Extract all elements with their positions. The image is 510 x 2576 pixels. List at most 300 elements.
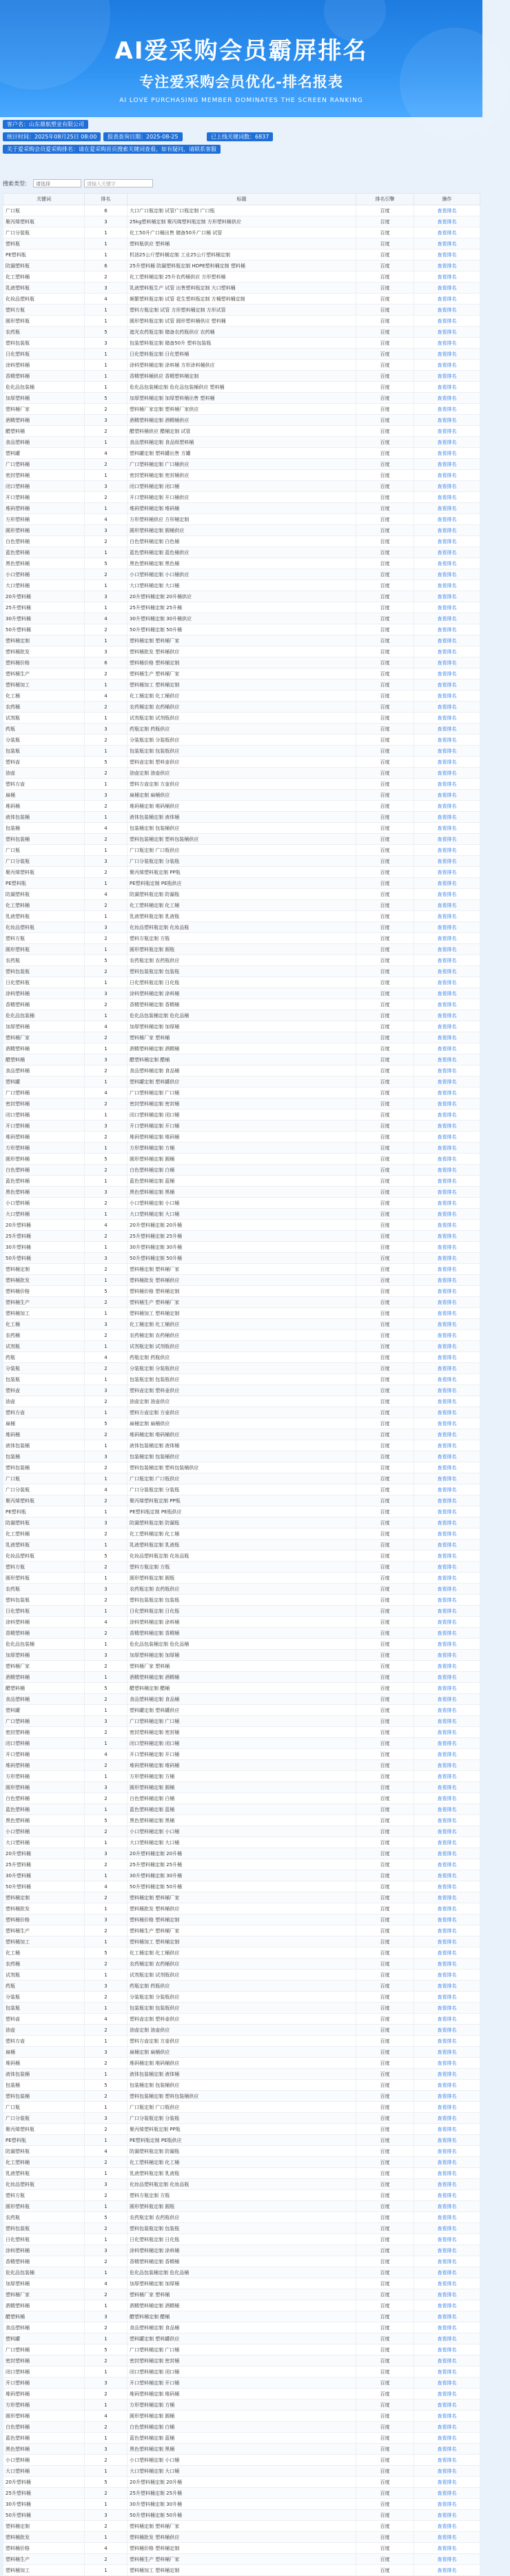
engine-cell: 百度 — [356, 327, 414, 338]
view-rank-link[interactable]: 查看排名 — [414, 602, 480, 613]
view-rank-link[interactable]: 查看排名 — [414, 1837, 480, 1848]
view-rank-link[interactable]: 查看排名 — [414, 1595, 480, 1606]
view-rank-link[interactable]: 查看排名 — [414, 624, 480, 635]
engine-cell: 百度 — [356, 2565, 414, 2576]
view-rank-link[interactable]: 查看排名 — [414, 1981, 480, 1992]
view-rank-link[interactable]: 查看排名 — [414, 2278, 480, 2289]
view-rank-link[interactable]: 查看排名 — [414, 1760, 480, 1771]
view-rank-link[interactable]: 查看排名 — [414, 1407, 480, 1418]
table-row — [3, 1992, 480, 2003]
view-rank-link[interactable]: 查看排名 — [414, 1110, 480, 1121]
title-cell: 机油25公斤塑料桶定制 工业25公斤塑料桶定制 — [127, 249, 356, 260]
view-rank-link[interactable]: 查看排名 — [414, 1815, 480, 1826]
view-rank-link[interactable]: 查看排名 — [414, 790, 480, 801]
view-rank-link[interactable]: 查看排名 — [414, 1540, 480, 1551]
view-rank-link[interactable]: 查看排名 — [414, 1914, 480, 1925]
view-rank-link[interactable]: 查看排名 — [414, 1881, 480, 1892]
view-rank-link[interactable]: 查看排名 — [414, 2245, 480, 2256]
view-rank-link[interactable]: 查看排名 — [414, 2069, 480, 2080]
view-rank-link[interactable]: 查看排名 — [414, 1098, 480, 1110]
view-rank-link[interactable]: 查看排名 — [414, 1341, 480, 1352]
view-rank-link[interactable]: 查看排名 — [414, 1562, 480, 1573]
table-row — [3, 2543, 480, 2554]
view-rank-link[interactable]: 查看排名 — [414, 2146, 480, 2157]
view-rank-link[interactable]: 查看排名 — [414, 1716, 480, 1727]
view-rank-link[interactable]: 查看排名 — [414, 2378, 480, 2389]
view-rank-link[interactable]: 查看排名 — [414, 1154, 480, 1165]
keyword-cell: 塑料包装桶 — [3, 1462, 85, 1473]
table-row — [3, 1143, 480, 1154]
view-rank-link[interactable]: 查看排名 — [414, 2300, 480, 2311]
table-row — [3, 977, 480, 988]
view-rank-link[interactable]: 查看排名 — [414, 1286, 480, 1297]
keyword-cell: 油壶 — [3, 1396, 85, 1407]
engine-cell: 百度 — [356, 2223, 414, 2234]
view-rank-link[interactable]: 查看排名 — [414, 2521, 480, 2532]
engine-cell: 百度 — [356, 1275, 414, 1286]
view-rank-link[interactable]: 查看排名 — [414, 845, 480, 856]
view-rank-link[interactable]: 查看排名 — [414, 2355, 480, 2367]
view-rank-link[interactable]: 查看排名 — [414, 1418, 480, 1429]
view-rank-link[interactable]: 查看排名 — [414, 2179, 480, 2190]
view-rank-link[interactable]: 查看排名 — [414, 2322, 480, 2333]
view-rank-link[interactable]: 查看排名 — [414, 1948, 480, 1959]
view-rank-link[interactable]: 查看排名 — [414, 856, 480, 867]
view-rank-link[interactable]: 查看排名 — [414, 1672, 480, 1683]
view-rank-link[interactable]: 查看排名 — [414, 1617, 480, 1628]
table-row — [3, 2510, 480, 2521]
view-rank-link[interactable]: 查看排名 — [414, 1352, 480, 1363]
view-rank-link[interactable]: 查看排名 — [414, 2344, 480, 2355]
table-row — [3, 1220, 480, 1231]
view-rank-link[interactable]: 查看排名 — [414, 2499, 480, 2510]
view-rank-link[interactable]: 查看排名 — [414, 1330, 480, 1341]
view-rank-link[interactable]: 查看排名 — [414, 1264, 480, 1275]
rank-cell: 2 — [85, 1462, 127, 1473]
view-rank-link[interactable]: 查看排名 — [414, 691, 480, 702]
search-keyword-input[interactable]: 请输入关键字 — [84, 179, 153, 187]
view-rank-link[interactable]: 查看排名 — [414, 1087, 480, 1098]
view-rank-link[interactable]: 查看排名 — [414, 283, 480, 294]
title-cell: 农药瓶定制 农药瓶供应 — [127, 955, 356, 966]
view-rank-link[interactable]: 查看排名 — [414, 1076, 480, 1087]
view-rank-link[interactable]: 查看排名 — [414, 481, 480, 492]
keyword-cell: 30升塑料桶 — [3, 2499, 85, 2510]
view-rank-link[interactable]: 查看排名 — [414, 1495, 480, 1506]
rank-cell: 1 — [85, 437, 127, 448]
view-rank-link[interactable]: 查看排名 — [414, 668, 480, 679]
view-rank-link[interactable]: 查看排名 — [414, 1473, 480, 1484]
view-rank-link[interactable]: 查看排名 — [414, 2455, 480, 2466]
rank-cell: 5 — [85, 1418, 127, 1429]
rank-cell: 1 — [85, 1473, 127, 1484]
table-row — [3, 2289, 480, 2300]
view-rank-link[interactable]: 查看排名 — [414, 1065, 480, 1076]
view-rank-link[interactable]: 查看排名 — [414, 305, 480, 316]
view-rank-link[interactable]: 查看排名 — [414, 547, 480, 558]
view-rank-link[interactable]: 查看排名 — [414, 1738, 480, 1749]
view-rank-link[interactable]: 查看排名 — [414, 2466, 480, 2477]
view-rank-link[interactable]: 查看排名 — [414, 1363, 480, 1374]
view-rank-link[interactable]: 查看排名 — [414, 569, 480, 580]
view-rank-link[interactable]: 查看排名 — [414, 1187, 480, 1198]
title-cell: 圆形塑料桶定制 圆桶 — [127, 1782, 356, 1793]
view-rank-link[interactable]: 查看排名 — [414, 2091, 480, 2102]
table-row — [3, 702, 480, 713]
view-rank-link[interactable]: 查看排名 — [414, 2389, 480, 2400]
view-rank-link[interactable]: 查看排名 — [414, 1209, 480, 1220]
table-row — [3, 2234, 480, 2245]
title-cell: 密封塑料桶定制 密封桶供应 — [127, 470, 356, 481]
view-rank-link[interactable]: 查看排名 — [414, 2488, 480, 2499]
engine-cell: 百度 — [356, 1914, 414, 1925]
view-rank-link[interactable]: 查看排名 — [414, 1517, 480, 1529]
view-rank-link[interactable]: 查看排名 — [414, 470, 480, 481]
view-rank-link[interactable]: 查看排名 — [414, 404, 480, 415]
view-rank-link[interactable]: 查看排名 — [414, 1043, 480, 1054]
view-rank-link[interactable]: 查看排名 — [414, 2157, 480, 2168]
rank-cell: 5 — [85, 955, 127, 966]
view-rank-link[interactable]: 查看排名 — [414, 426, 480, 437]
view-rank-link[interactable]: 查看排名 — [414, 2311, 480, 2322]
keyword-cell: 塑料桶批发 — [3, 646, 85, 657]
view-rank-link[interactable]: 查看排名 — [414, 635, 480, 646]
table-row — [3, 2245, 480, 2256]
view-rank-link[interactable]: 查看排名 — [414, 1143, 480, 1154]
view-rank-link[interactable]: 查看排名 — [414, 1606, 480, 1617]
view-rank-link[interactable]: 查看排名 — [414, 1462, 480, 1473]
engine-cell: 百度 — [356, 316, 414, 327]
view-rank-link[interactable]: 查看排名 — [414, 1396, 480, 1407]
keyword-cell: 塑料方壶 — [3, 779, 85, 790]
view-rank-link[interactable]: 查看排名 — [414, 2080, 480, 2091]
view-rank-link[interactable]: 查看排名 — [414, 1782, 480, 1793]
view-rank-link[interactable]: 查看排名 — [414, 1165, 480, 1176]
view-rank-link[interactable]: 查看排名 — [414, 2190, 480, 2201]
view-rank-link[interactable]: 查看排名 — [414, 227, 480, 238]
view-rank-link[interactable]: 查看排名 — [414, 2234, 480, 2245]
view-rank-link[interactable]: 查看排名 — [414, 316, 480, 327]
view-rank-link[interactable]: 查看排名 — [414, 2400, 480, 2411]
view-rank-link[interactable]: 查看排名 — [414, 2014, 480, 2025]
view-rank-link[interactable]: 查看排名 — [414, 249, 480, 260]
view-rank-link[interactable]: 查看排名 — [414, 2047, 480, 2058]
view-rank-link[interactable]: 查看排名 — [414, 724, 480, 735]
keyword-cell: 化工塑料桶 — [3, 900, 85, 911]
table-row — [3, 1760, 480, 1771]
view-rank-link[interactable]: 查看排名 — [414, 2532, 480, 2543]
view-rank-link[interactable]: 查看排名 — [414, 834, 480, 845]
view-rank-link[interactable]: 查看排名 — [414, 2003, 480, 2014]
keyword-cell: 30升塑料桶 — [3, 1870, 85, 1881]
view-rank-link[interactable]: 查看排名 — [414, 1727, 480, 1738]
view-rank-link[interactable]: 查看排名 — [414, 911, 480, 922]
view-rank-link[interactable]: 查看排名 — [414, 327, 480, 338]
view-rank-link[interactable]: 查看排名 — [414, 2411, 480, 2422]
keyword-cell: 香精塑料桶 — [3, 371, 85, 382]
view-rank-link[interactable]: 查看排名 — [414, 1892, 480, 1903]
engine-cell: 百度 — [356, 602, 414, 613]
rank-cell: 1 — [85, 1374, 127, 1385]
engine-cell: 百度 — [356, 1848, 414, 1859]
engine-cell: 百度 — [356, 1231, 414, 1242]
view-rank-link[interactable]: 查看排名 — [414, 977, 480, 988]
engine-cell: 百度 — [356, 382, 414, 393]
view-rank-link[interactable]: 查看排名 — [414, 1032, 480, 1043]
view-rank-link[interactable]: 查看排名 — [414, 1573, 480, 1584]
view-rank-link[interactable]: 查看排名 — [414, 238, 480, 249]
view-rank-link[interactable]: 查看排名 — [414, 900, 480, 911]
title-cell: 乳液塑料瓶定制 乳液瓶 — [127, 911, 356, 922]
view-rank-link[interactable]: 查看排名 — [414, 536, 480, 547]
view-rank-link[interactable]: 查看排名 — [414, 2135, 480, 2146]
view-rank-link[interactable]: 查看排名 — [414, 2554, 480, 2565]
view-rank-link[interactable]: 查看排名 — [414, 393, 480, 404]
view-rank-link[interactable]: 查看排名 — [414, 988, 480, 999]
rank-cell: 4 — [85, 1021, 127, 1032]
view-rank-link[interactable]: 查看排名 — [414, 2058, 480, 2069]
rank-cell: 2 — [85, 1992, 127, 2003]
view-rank-link[interactable]: 查看排名 — [414, 1429, 480, 1440]
view-rank-link[interactable]: 查看排名 — [414, 1639, 480, 1650]
view-rank-link[interactable]: 查看排名 — [414, 371, 480, 382]
view-rank-link[interactable]: 查看排名 — [414, 1793, 480, 1804]
view-rank-link[interactable]: 查看排名 — [414, 657, 480, 668]
view-rank-link[interactable]: 查看排名 — [414, 1749, 480, 1760]
view-rank-link[interactable]: 查看排名 — [414, 1440, 480, 1451]
view-rank-link[interactable]: 查看排名 — [414, 955, 480, 966]
view-rank-link[interactable]: 查看排名 — [414, 922, 480, 933]
view-rank-link[interactable]: 查看排名 — [414, 349, 480, 360]
view-rank-link[interactable]: 查看排名 — [414, 613, 480, 624]
view-rank-link[interactable]: 查看排名 — [414, 216, 480, 227]
col-action-header: 操作 — [414, 194, 480, 205]
view-rank-link[interactable]: 查看排名 — [414, 2543, 480, 2554]
view-rank-link[interactable]: 查看排名 — [414, 2477, 480, 2488]
view-rank-link[interactable]: 查看排名 — [414, 1771, 480, 1782]
view-rank-link[interactable]: 查看排名 — [414, 757, 480, 768]
view-rank-link[interactable]: 查看排名 — [414, 2201, 480, 2212]
rank-cell: 1 — [85, 779, 127, 790]
table-row — [3, 459, 480, 470]
view-rank-link[interactable]: 查看排名 — [414, 525, 480, 536]
rank-cell: 2 — [85, 1925, 127, 1936]
keyword-cell: 防漏塑料瓶 — [3, 2146, 85, 2157]
view-rank-link[interactable]: 查看排名 — [414, 1242, 480, 1253]
view-rank-link[interactable]: 查看排名 — [414, 944, 480, 955]
rank-cell: 3 — [85, 1517, 127, 1529]
view-rank-link[interactable]: 查看排名 — [414, 2168, 480, 2179]
view-rank-link[interactable]: 查看排名 — [414, 768, 480, 779]
rank-cell: 2 — [85, 1694, 127, 1705]
rank-cell: 3 — [85, 2311, 127, 2322]
table-row — [3, 1330, 480, 1341]
view-rank-link[interactable]: 查看排名 — [414, 1903, 480, 1914]
rank-cell: 1 — [85, 746, 127, 757]
view-rank-link[interactable]: 查看排名 — [414, 801, 480, 812]
title-cell: 蓝色塑料桶定制 蓝桶 — [127, 2433, 356, 2444]
view-rank-link[interactable]: 查看排名 — [414, 272, 480, 283]
view-rank-link[interactable]: 查看排名 — [414, 1010, 480, 1021]
view-rank-link[interactable]: 查看排名 — [414, 415, 480, 426]
rank-cell: 3 — [85, 724, 127, 735]
title-cell: 塑料包装桶定制 塑料包装桶供应 — [127, 2091, 356, 2102]
view-rank-link[interactable]: 查看排名 — [414, 580, 480, 591]
view-rank-link[interactable]: 查看排名 — [414, 1451, 480, 1462]
rank-cell: 3 — [85, 1385, 127, 1396]
keyword-cell: 蓝色塑料桶 — [3, 547, 85, 558]
view-rank-link[interactable]: 查看排名 — [414, 702, 480, 713]
view-rank-link[interactable]: 查看排名 — [414, 779, 480, 790]
view-rank-link[interactable]: 查看排名 — [414, 2333, 480, 2344]
title-cell: 广口塑料桶定制 广口桶 — [127, 1716, 356, 1727]
view-rank-link[interactable]: 查看排名 — [414, 1198, 480, 1209]
view-rank-link[interactable]: 查看排名 — [414, 2025, 480, 2036]
view-rank-link[interactable]: 查看排名 — [414, 1484, 480, 1495]
view-rank-link[interactable]: 查看排名 — [414, 1551, 480, 1562]
view-rank-link[interactable]: 查看排名 — [414, 1584, 480, 1595]
view-rank-link[interactable]: 查看排名 — [414, 1661, 480, 1672]
view-rank-link[interactable]: 查看排名 — [414, 1848, 480, 1859]
view-rank-link[interactable]: 查看排名 — [414, 382, 480, 393]
view-rank-link[interactable]: 查看排名 — [414, 1132, 480, 1143]
view-rank-link[interactable]: 查看排名 — [414, 1936, 480, 1948]
view-rank-link[interactable]: 查看排名 — [414, 878, 480, 889]
view-rank-link[interactable]: 查看排名 — [414, 2124, 480, 2135]
view-rank-link[interactable]: 查看排名 — [414, 591, 480, 602]
view-rank-link[interactable]: 查看排名 — [414, 2223, 480, 2234]
rank-cell: 2 — [85, 1727, 127, 1738]
view-rank-link[interactable]: 查看排名 — [414, 448, 480, 459]
view-rank-link[interactable]: 查看排名 — [414, 933, 480, 944]
keyword-cell: 圆形塑料桶 — [3, 525, 85, 536]
view-rank-link[interactable]: 查看排名 — [414, 503, 480, 514]
table-row — [3, 2400, 480, 2411]
view-rank-link[interactable]: 查看排名 — [414, 1826, 480, 1837]
view-rank-link[interactable]: 查看排名 — [414, 2102, 480, 2113]
view-rank-link[interactable]: 查看排名 — [414, 514, 480, 525]
title-cell: 食品塑料桶定制 食品级塑料桶 — [127, 437, 356, 448]
engine-cell: 百度 — [356, 1716, 414, 1727]
view-rank-link[interactable]: 查看排名 — [414, 1374, 480, 1385]
view-rank-link[interactable]: 查看排名 — [414, 1650, 480, 1661]
view-rank-link[interactable]: 查看排名 — [414, 1992, 480, 2003]
view-rank-link[interactable]: 查看排名 — [414, 260, 480, 272]
view-rank-link[interactable]: 查看排名 — [414, 2565, 480, 2576]
view-rank-link[interactable]: 查看排名 — [414, 867, 480, 878]
view-rank-link[interactable]: 查看排名 — [414, 1506, 480, 1517]
view-rank-link[interactable]: 查看排名 — [414, 646, 480, 657]
engine-cell: 百度 — [356, 1903, 414, 1914]
view-rank-link[interactable]: 查看排名 — [414, 2422, 480, 2433]
view-rank-link[interactable]: 查看排名 — [414, 1683, 480, 1694]
engine-cell: 百度 — [356, 2146, 414, 2157]
view-rank-link[interactable]: 查看排名 — [414, 823, 480, 834]
view-rank-link[interactable]: 查看排名 — [414, 1385, 480, 1396]
view-rank-link[interactable]: 查看排名 — [414, 2367, 480, 2378]
view-rank-link[interactable]: 查看排名 — [414, 558, 480, 569]
view-rank-link[interactable]: 查看排名 — [414, 1959, 480, 1970]
view-rank-link[interactable]: 查看排名 — [414, 999, 480, 1010]
table-row — [3, 2080, 480, 2091]
view-rank-link[interactable]: 查看排名 — [414, 1319, 480, 1330]
table-row — [3, 426, 480, 437]
view-rank-link[interactable]: 查看排名 — [414, 1925, 480, 1936]
search-type-select[interactable]: 请选择 — [33, 179, 81, 187]
table-row — [3, 2532, 480, 2543]
view-rank-link[interactable]: 查看排名 — [414, 338, 480, 349]
view-rank-link[interactable]: 查看排名 — [414, 1176, 480, 1187]
table-row — [3, 668, 480, 679]
view-rank-link[interactable]: 查看排名 — [414, 1804, 480, 1815]
view-rank-link[interactable]: 查看排名 — [414, 1220, 480, 1231]
view-rank-link[interactable]: 查看排名 — [414, 2036, 480, 2047]
view-rank-link[interactable]: 查看排名 — [414, 1859, 480, 1870]
view-rank-link[interactable]: 查看排名 — [414, 294, 480, 305]
view-rank-link[interactable]: 查看排名 — [414, 1529, 480, 1540]
view-rank-link[interactable]: 查看排名 — [414, 2433, 480, 2444]
view-rank-link[interactable]: 查看排名 — [414, 889, 480, 900]
view-rank-link[interactable]: 查看排名 — [414, 2212, 480, 2223]
view-rank-link[interactable]: 查看排名 — [414, 2510, 480, 2521]
view-rank-link[interactable]: 查看排名 — [414, 713, 480, 724]
engine-cell: 百度 — [356, 845, 414, 856]
view-rank-link[interactable]: 查看排名 — [414, 360, 480, 371]
view-rank-link[interactable]: 查看排名 — [414, 205, 480, 216]
engine-cell: 百度 — [356, 2025, 414, 2036]
view-rank-link[interactable]: 查看排名 — [414, 966, 480, 977]
search-type-label: 搜索类型： — [3, 180, 30, 187]
view-rank-link[interactable]: 查看排名 — [414, 1705, 480, 1716]
view-rank-link[interactable]: 查看排名 — [414, 1253, 480, 1264]
view-rank-link[interactable]: 查看排名 — [414, 492, 480, 503]
title-cell: 试剂瓶定制 试剂瓶供应 — [127, 713, 356, 724]
view-rank-link[interactable]: 查看排名 — [414, 1275, 480, 1286]
view-rank-link[interactable]: 查看排名 — [414, 459, 480, 470]
view-rank-link[interactable]: 查看排名 — [414, 812, 480, 823]
keyword-cell: 食品塑料桶 — [3, 1694, 85, 1705]
view-rank-link[interactable]: 查看排名 — [414, 1628, 480, 1639]
view-rank-link[interactable]: 查看排名 — [414, 1870, 480, 1881]
view-rank-link[interactable]: 查看排名 — [414, 2256, 480, 2267]
view-rank-link[interactable]: 查看排名 — [414, 1021, 480, 1032]
view-rank-link[interactable]: 查看排名 — [414, 1231, 480, 1242]
view-rank-link[interactable]: 查看排名 — [414, 1694, 480, 1705]
view-rank-link[interactable]: 查看排名 — [414, 1054, 480, 1065]
view-rank-link[interactable]: 查看排名 — [414, 1970, 480, 1981]
table-row — [3, 1892, 480, 1903]
engine-cell: 百度 — [356, 1870, 414, 1881]
view-rank-link[interactable]: 查看排名 — [414, 1308, 480, 1319]
title-cell: 乳液塑料瓶定制 乳液瓶 — [127, 2168, 356, 2179]
view-rank-link[interactable]: 查看排名 — [414, 746, 480, 757]
view-rank-link[interactable]: 查看排名 — [414, 2444, 480, 2455]
view-rank-link[interactable]: 查看排名 — [414, 2113, 480, 2124]
table-row — [3, 1396, 480, 1407]
table-row — [3, 591, 480, 602]
view-rank-link[interactable]: 查看排名 — [414, 437, 480, 448]
table-row — [3, 2146, 480, 2157]
table-row — [3, 2179, 480, 2190]
engine-cell: 百度 — [356, 2400, 414, 2411]
view-rank-link[interactable]: 查看排名 — [414, 1297, 480, 1308]
view-rank-link[interactable]: 查看排名 — [414, 679, 480, 691]
view-rank-link[interactable]: 查看排名 — [414, 2267, 480, 2278]
view-rank-link[interactable]: 查看排名 — [414, 1121, 480, 1132]
keyword-cell: 25升塑料桶 — [3, 1231, 85, 1242]
view-rank-link[interactable]: 查看排名 — [414, 735, 480, 746]
view-rank-link[interactable]: 查看排名 — [414, 2289, 480, 2300]
